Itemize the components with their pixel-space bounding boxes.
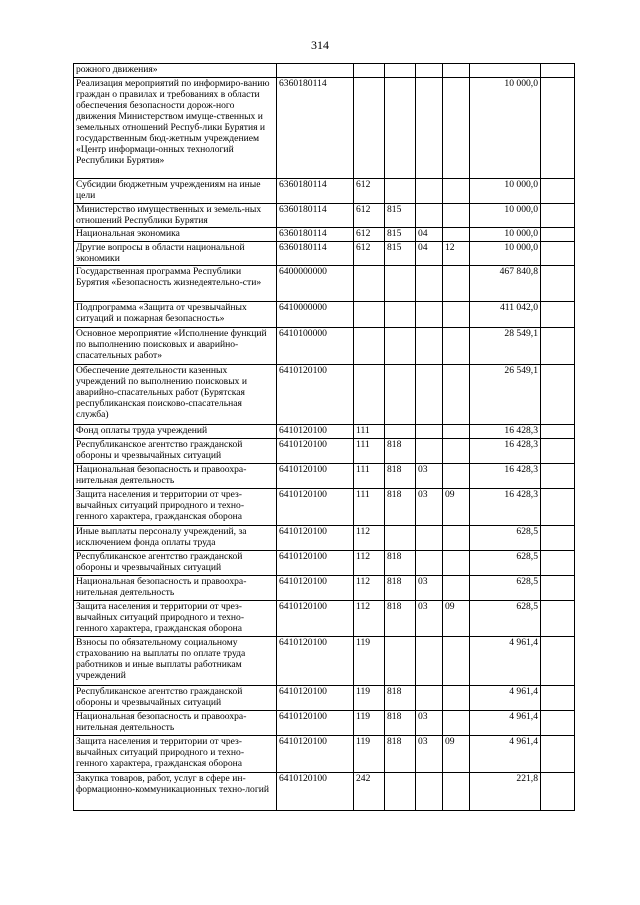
- ministry-code-cell: 818: [385, 489, 416, 526]
- amount-cell: 628,5: [470, 576, 541, 601]
- row-name-cell: Защита населения и территории от чрез-вычайных ситуаций природного и техно-генного характера, гражданская оборона: [74, 489, 277, 526]
- row-name-cell: Закупка товаров, работ, услуг в сфере ин-формационно-коммуникационных техно-логий: [74, 773, 277, 811]
- section-code-cell: 04: [416, 242, 443, 266]
- subsection-code-cell: [443, 576, 470, 601]
- ministry-code-cell: 815: [385, 204, 416, 228]
- row-name-cell: Взносы по обязательному социальному страхованию на выплаты по оплате труда работников и иные выплаты работникам учреждений: [74, 637, 277, 686]
- expense-type-code-cell: 111: [354, 489, 385, 526]
- amount-cell: 10 000,0: [470, 179, 541, 204]
- section-code-cell: [416, 328, 443, 365]
- expense-type-code-cell: [354, 78, 385, 179]
- ministry-code-cell: 815: [385, 242, 416, 266]
- amount-cell: 4 961,4: [470, 686, 541, 711]
- ministry-code-cell: [385, 365, 416, 425]
- ministry-code-cell: [385, 266, 416, 302]
- empty-column-cell: [541, 686, 575, 711]
- empty-column-cell: [541, 601, 575, 637]
- ministry-code-cell: 818: [385, 736, 416, 773]
- subsection-code-cell: 09: [443, 489, 470, 526]
- row-name-cell: Министерство имущественных и земель-ных отношений Республики Бурятия: [74, 204, 277, 228]
- ministry-code-cell: 818: [385, 439, 416, 464]
- expense-type-code-cell: 119: [354, 711, 385, 736]
- amount-cell: 28 549,1: [470, 328, 541, 365]
- section-code-cell: 03: [416, 601, 443, 637]
- ministry-code-cell: [385, 425, 416, 439]
- target-article-code-cell: 6410100000: [277, 328, 354, 365]
- ministry-code-cell: 818: [385, 576, 416, 601]
- amount-cell: 4 961,4: [470, 736, 541, 773]
- table-row: [74, 179, 575, 204]
- empty-column-cell: [541, 526, 575, 551]
- empty-column-cell: [541, 302, 575, 328]
- table-row: [74, 489, 575, 526]
- empty-column-cell: [541, 328, 575, 365]
- section-code-cell: [416, 686, 443, 711]
- target-article-code-cell: 6410120100: [277, 576, 354, 601]
- target-article-code-cell: 6410120100: [277, 439, 354, 464]
- amount-cell: 10 000,0: [470, 228, 541, 242]
- empty-column-cell: [541, 711, 575, 736]
- amount-cell: 16 428,3: [470, 425, 541, 439]
- expense-type-code-cell: 612: [354, 228, 385, 242]
- ministry-code-cell: 818: [385, 711, 416, 736]
- table-row: [74, 302, 575, 328]
- ministry-code-cell: [385, 302, 416, 328]
- expense-type-code-cell: [354, 328, 385, 365]
- target-article-code-cell: 6360180114: [277, 179, 354, 204]
- amount-cell: 10 000,0: [470, 204, 541, 228]
- empty-column-cell: [541, 425, 575, 439]
- ministry-code-cell: 818: [385, 686, 416, 711]
- row-name-cell: Субсидии бюджетным учреждениям на иные цели: [74, 179, 277, 204]
- subsection-code-cell: [443, 302, 470, 328]
- empty-column-cell: [541, 266, 575, 302]
- row-name-cell: Фонд оплаты труда учреждений: [74, 425, 277, 439]
- section-code-cell: [416, 637, 443, 686]
- table-row: [74, 266, 575, 302]
- expense-type-code-cell: 612: [354, 204, 385, 228]
- expense-type-code-cell: 612: [354, 179, 385, 204]
- amount-cell: 628,5: [470, 526, 541, 551]
- section-code-cell: [416, 526, 443, 551]
- subsection-code-cell: [443, 551, 470, 576]
- table-row: [74, 365, 575, 425]
- table-row: [74, 686, 575, 711]
- table-row: [74, 464, 575, 489]
- table-row: [74, 242, 575, 266]
- ministry-code-cell: [385, 179, 416, 204]
- expense-type-code-cell: [354, 64, 385, 78]
- page-number: 314: [311, 38, 329, 52]
- row-name-cell: Обеспечение деятельности казенных учреждений по выполнению поисковых и аварийно-спасательных работ (Бурятская республиканская поисково-спасательная служба): [74, 365, 277, 425]
- target-article-code-cell: 6360180114: [277, 204, 354, 228]
- subsection-code-cell: 09: [443, 736, 470, 773]
- table-row: [74, 551, 575, 576]
- target-article-code-cell: 6360180114: [277, 242, 354, 266]
- target-article-code-cell: 6410120100: [277, 526, 354, 551]
- target-article-code-cell: 6410120100: [277, 489, 354, 526]
- table-row: [74, 228, 575, 242]
- empty-column-cell: [541, 637, 575, 686]
- target-article-code-cell: 6410120100: [277, 425, 354, 439]
- empty-column-cell: [541, 736, 575, 773]
- ministry-code-cell: 818: [385, 551, 416, 576]
- ministry-code-cell: 815: [385, 228, 416, 242]
- target-article-code-cell: 6410120100: [277, 601, 354, 637]
- expense-type-code-cell: 119: [354, 686, 385, 711]
- expense-type-code-cell: 111: [354, 425, 385, 439]
- target-article-code-cell: 6410120100: [277, 365, 354, 425]
- ministry-code-cell: [385, 773, 416, 811]
- table-row: [74, 204, 575, 228]
- target-article-code-cell: 6410120100: [277, 637, 354, 686]
- amount-cell: 4 961,4: [470, 711, 541, 736]
- amount-cell: 16 428,3: [470, 489, 541, 526]
- subsection-code-cell: 09: [443, 601, 470, 637]
- subsection-code-cell: [443, 637, 470, 686]
- amount-cell: 411 042,0: [470, 302, 541, 328]
- section-code-cell: 03: [416, 464, 443, 489]
- subsection-code-cell: [443, 365, 470, 425]
- target-article-code-cell: 6410120100: [277, 736, 354, 773]
- table-row: [74, 439, 575, 464]
- target-article-code-cell: 6400000000: [277, 266, 354, 302]
- target-article-code-cell: 6410120100: [277, 711, 354, 736]
- section-code-cell: [416, 64, 443, 78]
- section-code-cell: [416, 78, 443, 179]
- row-name-cell: Защита населения и территории от чрез-вычайных ситуаций природного и техно-генного характера, гражданская оборона: [74, 601, 277, 637]
- subsection-code-cell: [443, 686, 470, 711]
- table-row: [74, 328, 575, 365]
- target-article-code-cell: [277, 64, 354, 78]
- section-code-cell: 03: [416, 736, 443, 773]
- empty-column-cell: [541, 551, 575, 576]
- target-article-code-cell: 6360180114: [277, 228, 354, 242]
- empty-column-cell: [541, 204, 575, 228]
- row-name-cell: рожного движения»: [74, 64, 277, 78]
- subsection-code-cell: [443, 179, 470, 204]
- expense-type-code-cell: 112: [354, 551, 385, 576]
- amount-cell: 16 428,3: [470, 439, 541, 464]
- ministry-code-cell: [385, 78, 416, 179]
- amount-cell: [470, 64, 541, 78]
- expense-type-code-cell: [354, 365, 385, 425]
- section-code-cell: [416, 773, 443, 811]
- empty-column-cell: [541, 365, 575, 425]
- row-name-cell: Национальная экономика: [74, 228, 277, 242]
- section-code-cell: 04: [416, 228, 443, 242]
- row-name-cell: Республиканское агентство гражданской обороны и чрезвычайных ситуаций: [74, 686, 277, 711]
- expense-type-code-cell: 111: [354, 439, 385, 464]
- empty-column-cell: [541, 64, 575, 78]
- row-name-cell: Национальная безопасность и правоохра-нительная деятельность: [74, 711, 277, 736]
- subsection-code-cell: [443, 439, 470, 464]
- table-row: [74, 64, 575, 78]
- subsection-code-cell: [443, 78, 470, 179]
- subsection-code-cell: 12: [443, 242, 470, 266]
- ministry-code-cell: [385, 328, 416, 365]
- amount-cell: 10 000,0: [470, 242, 541, 266]
- subsection-code-cell: [443, 204, 470, 228]
- table-row: [74, 601, 575, 637]
- expense-type-code-cell: 112: [354, 601, 385, 637]
- subsection-code-cell: [443, 328, 470, 365]
- row-name-cell: Национальная безопасность и правоохра-нительная деятельность: [74, 576, 277, 601]
- amount-cell: 10 000,0: [470, 78, 541, 179]
- row-name-cell: Основное мероприятие «Исполнение функций по выполнению поисковых и аварийно-спасательных работ»: [74, 328, 277, 365]
- section-code-cell: 03: [416, 576, 443, 601]
- amount-cell: 628,5: [470, 551, 541, 576]
- ministry-code-cell: [385, 64, 416, 78]
- empty-column-cell: [541, 576, 575, 601]
- section-code-cell: [416, 266, 443, 302]
- row-name-cell: Защита населения и территории от чрез-вычайных ситуаций природного и техно-генного характера, гражданская оборона: [74, 736, 277, 773]
- budget-table: [73, 63, 575, 811]
- section-code-cell: [416, 425, 443, 439]
- subsection-code-cell: [443, 711, 470, 736]
- subsection-code-cell: [443, 773, 470, 811]
- subsection-code-cell: [443, 464, 470, 489]
- expense-type-code-cell: 112: [354, 576, 385, 601]
- table-row: [74, 78, 575, 179]
- amount-cell: 221,8: [470, 773, 541, 811]
- row-name-cell: Государственная программа Республики Бурятия «Безопасность жизнедеятельно-сти»: [74, 266, 277, 302]
- expense-type-code-cell: 112: [354, 526, 385, 551]
- empty-column-cell: [541, 179, 575, 204]
- subsection-code-cell: [443, 425, 470, 439]
- table-row: [74, 425, 575, 439]
- amount-cell: 16 428,3: [470, 464, 541, 489]
- empty-column-cell: [541, 439, 575, 464]
- section-code-cell: [416, 179, 443, 204]
- amount-cell: 467 840,8: [470, 266, 541, 302]
- row-name-cell: Республиканское агентство гражданской обороны и чрезвычайных ситуаций: [74, 439, 277, 464]
- empty-column-cell: [541, 242, 575, 266]
- row-name-cell: Республиканское агентство гражданской обороны и чрезвычайных ситуаций: [74, 551, 277, 576]
- row-name-cell: Подпрограмма «Защита от чрезвычайных ситуаций и пожарная безопасность»: [74, 302, 277, 328]
- table-row: [74, 773, 575, 811]
- subsection-code-cell: [443, 64, 470, 78]
- expense-type-code-cell: [354, 302, 385, 328]
- section-code-cell: [416, 439, 443, 464]
- row-name-cell: Другие вопросы в области национальной экономики: [74, 242, 277, 266]
- subsection-code-cell: [443, 526, 470, 551]
- empty-column-cell: [541, 464, 575, 489]
- table-row: [74, 576, 575, 601]
- row-name-cell: Реализация мероприятий по информиро-ванию граждан о правилах и требованиях в области обеспечения безопасности дорож-ного движения Министерством имуще-ственных и земельных отношений Респуб-лики Бурятия и государственным бюд-жетным учреждением «Центр информаци-онных технологий Республики Бурятия»: [74, 78, 277, 179]
- expense-type-code-cell: 111: [354, 464, 385, 489]
- expense-type-code-cell: 242: [354, 773, 385, 811]
- target-article-code-cell: 6410000000: [277, 302, 354, 328]
- row-name-cell: Национальная безопасность и правоохра-нительная деятельность: [74, 464, 277, 489]
- amount-cell: 4 961,4: [470, 637, 541, 686]
- empty-column-cell: [541, 773, 575, 811]
- subsection-code-cell: [443, 228, 470, 242]
- target-article-code-cell: 6410120100: [277, 464, 354, 489]
- amount-cell: 628,5: [470, 601, 541, 637]
- empty-column-cell: [541, 228, 575, 242]
- expense-type-code-cell: 612: [354, 242, 385, 266]
- table-row: [74, 526, 575, 551]
- target-article-code-cell: 6360180114: [277, 78, 354, 179]
- table-row: [74, 736, 575, 773]
- section-code-cell: [416, 551, 443, 576]
- target-article-code-cell: 6410120100: [277, 773, 354, 811]
- row-name-cell: Иные выплаты персоналу учреждений, за исключением фонда оплаты труда: [74, 526, 277, 551]
- empty-column-cell: [541, 78, 575, 179]
- amount-cell: 26 549,1: [470, 365, 541, 425]
- budget-table-body: [74, 64, 575, 811]
- subsection-code-cell: [443, 266, 470, 302]
- ministry-code-cell: [385, 526, 416, 551]
- ministry-code-cell: 818: [385, 464, 416, 489]
- table-row: [74, 711, 575, 736]
- expense-type-code-cell: [354, 266, 385, 302]
- empty-column-cell: [541, 489, 575, 526]
- expense-type-code-cell: 119: [354, 736, 385, 773]
- ministry-code-cell: 818: [385, 601, 416, 637]
- section-code-cell: 03: [416, 489, 443, 526]
- expense-type-code-cell: 119: [354, 637, 385, 686]
- target-article-code-cell: 6410120100: [277, 551, 354, 576]
- table-row: [74, 637, 575, 686]
- target-article-code-cell: 6410120100: [277, 686, 354, 711]
- section-code-cell: [416, 302, 443, 328]
- section-code-cell: [416, 365, 443, 425]
- section-code-cell: [416, 204, 443, 228]
- section-code-cell: 03: [416, 711, 443, 736]
- ministry-code-cell: [385, 637, 416, 686]
